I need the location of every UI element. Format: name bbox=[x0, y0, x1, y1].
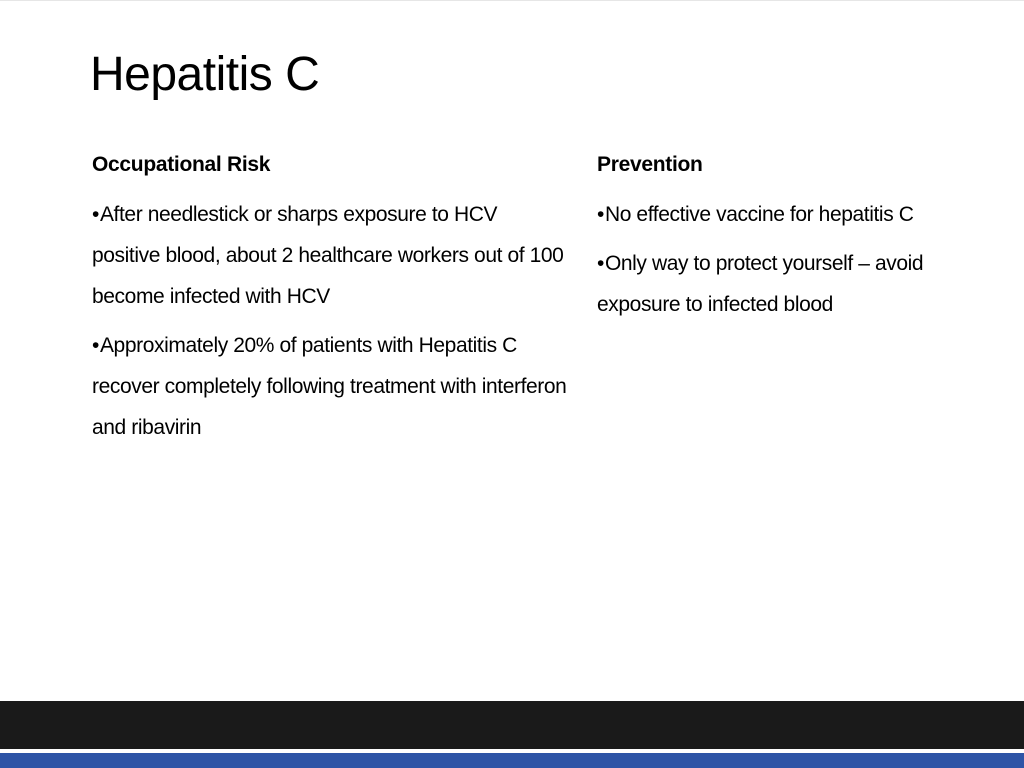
prevention-heading: Prevention bbox=[597, 153, 703, 176]
bullet-text: No effective vaccine for hepatitis C bbox=[604, 203, 914, 227]
bullet-icon: • bbox=[597, 203, 604, 227]
occupational-risk-list bbox=[92, 194, 570, 448]
prevention-column bbox=[597, 151, 1002, 333]
footer-accent-bar bbox=[0, 753, 1024, 768]
list-item bbox=[92, 325, 570, 448]
bullet-icon: • bbox=[597, 252, 604, 276]
bullet-text: After needlestick or sharps exposure to HCV positive blood, about 2 healthcare workers out of 100 become infected with HCV bbox=[92, 203, 564, 309]
footer-dark-bar bbox=[0, 701, 1024, 749]
bullet-text: Only way to protect yourself – avoid exposure to infected blood bbox=[597, 252, 924, 317]
prevention-list bbox=[597, 194, 1002, 325]
list-item bbox=[597, 194, 1002, 235]
occupational-risk-heading: Occupational Risk bbox=[92, 153, 271, 176]
slide-title: Hepatitis C bbox=[90, 48, 320, 101]
list-item bbox=[92, 194, 570, 317]
bullet-icon: • bbox=[92, 334, 99, 358]
occupational-risk-column bbox=[92, 151, 570, 456]
list-item bbox=[597, 243, 1002, 325]
bullet-icon: • bbox=[92, 203, 99, 227]
bullet-text: Approximately 20% of patients with Hepatitis C recover completely following treatment with interferon and ribavirin bbox=[92, 334, 567, 440]
